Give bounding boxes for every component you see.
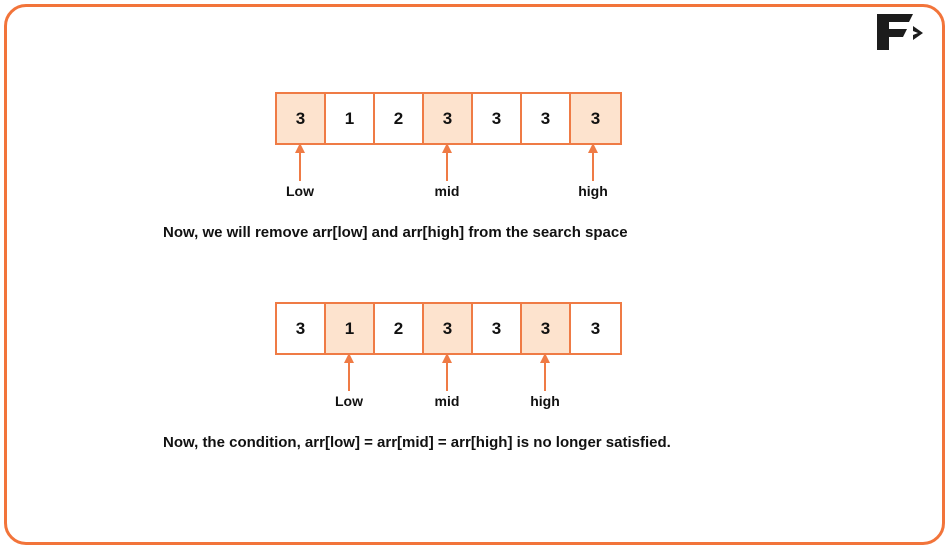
pointer-mid-bottom [412, 353, 482, 409]
arrow-up-icon [412, 353, 482, 391]
array-cell: 3 [522, 304, 571, 353]
array-cell: 3 [522, 94, 571, 143]
caption-top: Now, we will remove arr[low] and arr[high] from the search space [163, 224, 628, 241]
array-cell: 3 [277, 304, 326, 353]
array-cell: 3 [277, 94, 326, 143]
arrow-up-icon [558, 143, 628, 181]
arrow-up-icon [510, 353, 580, 391]
arrow-up-icon [265, 143, 335, 181]
array-cell: 3 [424, 304, 473, 353]
pointer-low-top [265, 143, 335, 199]
array-cell: 2 [375, 304, 424, 353]
caption-bottom: Now, the condition, arr[low] = arr[mid] = arr[high] is no longer satisfied. [163, 434, 671, 451]
array-cell: 1 [326, 94, 375, 143]
pointer-label: mid [434, 183, 460, 199]
array-cell: 2 [375, 94, 424, 143]
array-top [275, 92, 622, 145]
array-cell: 3 [473, 94, 522, 143]
array-cell: 3 [571, 304, 620, 353]
pointer-low-bottom [314, 353, 384, 409]
arrow-up-icon [314, 353, 384, 391]
array-cell: 3 [571, 94, 620, 143]
pointer-label: high [578, 183, 608, 199]
pointer-mid-top [412, 143, 482, 199]
array-cell: 3 [473, 304, 522, 353]
array-cell: 1 [326, 304, 375, 353]
array-bottom [275, 302, 622, 355]
pointer-label: Low [335, 393, 363, 409]
array-cell: 3 [424, 94, 473, 143]
pointer-high-bottom [510, 353, 580, 409]
arrow-up-icon [412, 143, 482, 181]
pointer-label: Low [286, 183, 314, 199]
pointer-label: high [530, 393, 560, 409]
pointer-label: mid [434, 393, 460, 409]
pointer-high-top [558, 143, 628, 199]
